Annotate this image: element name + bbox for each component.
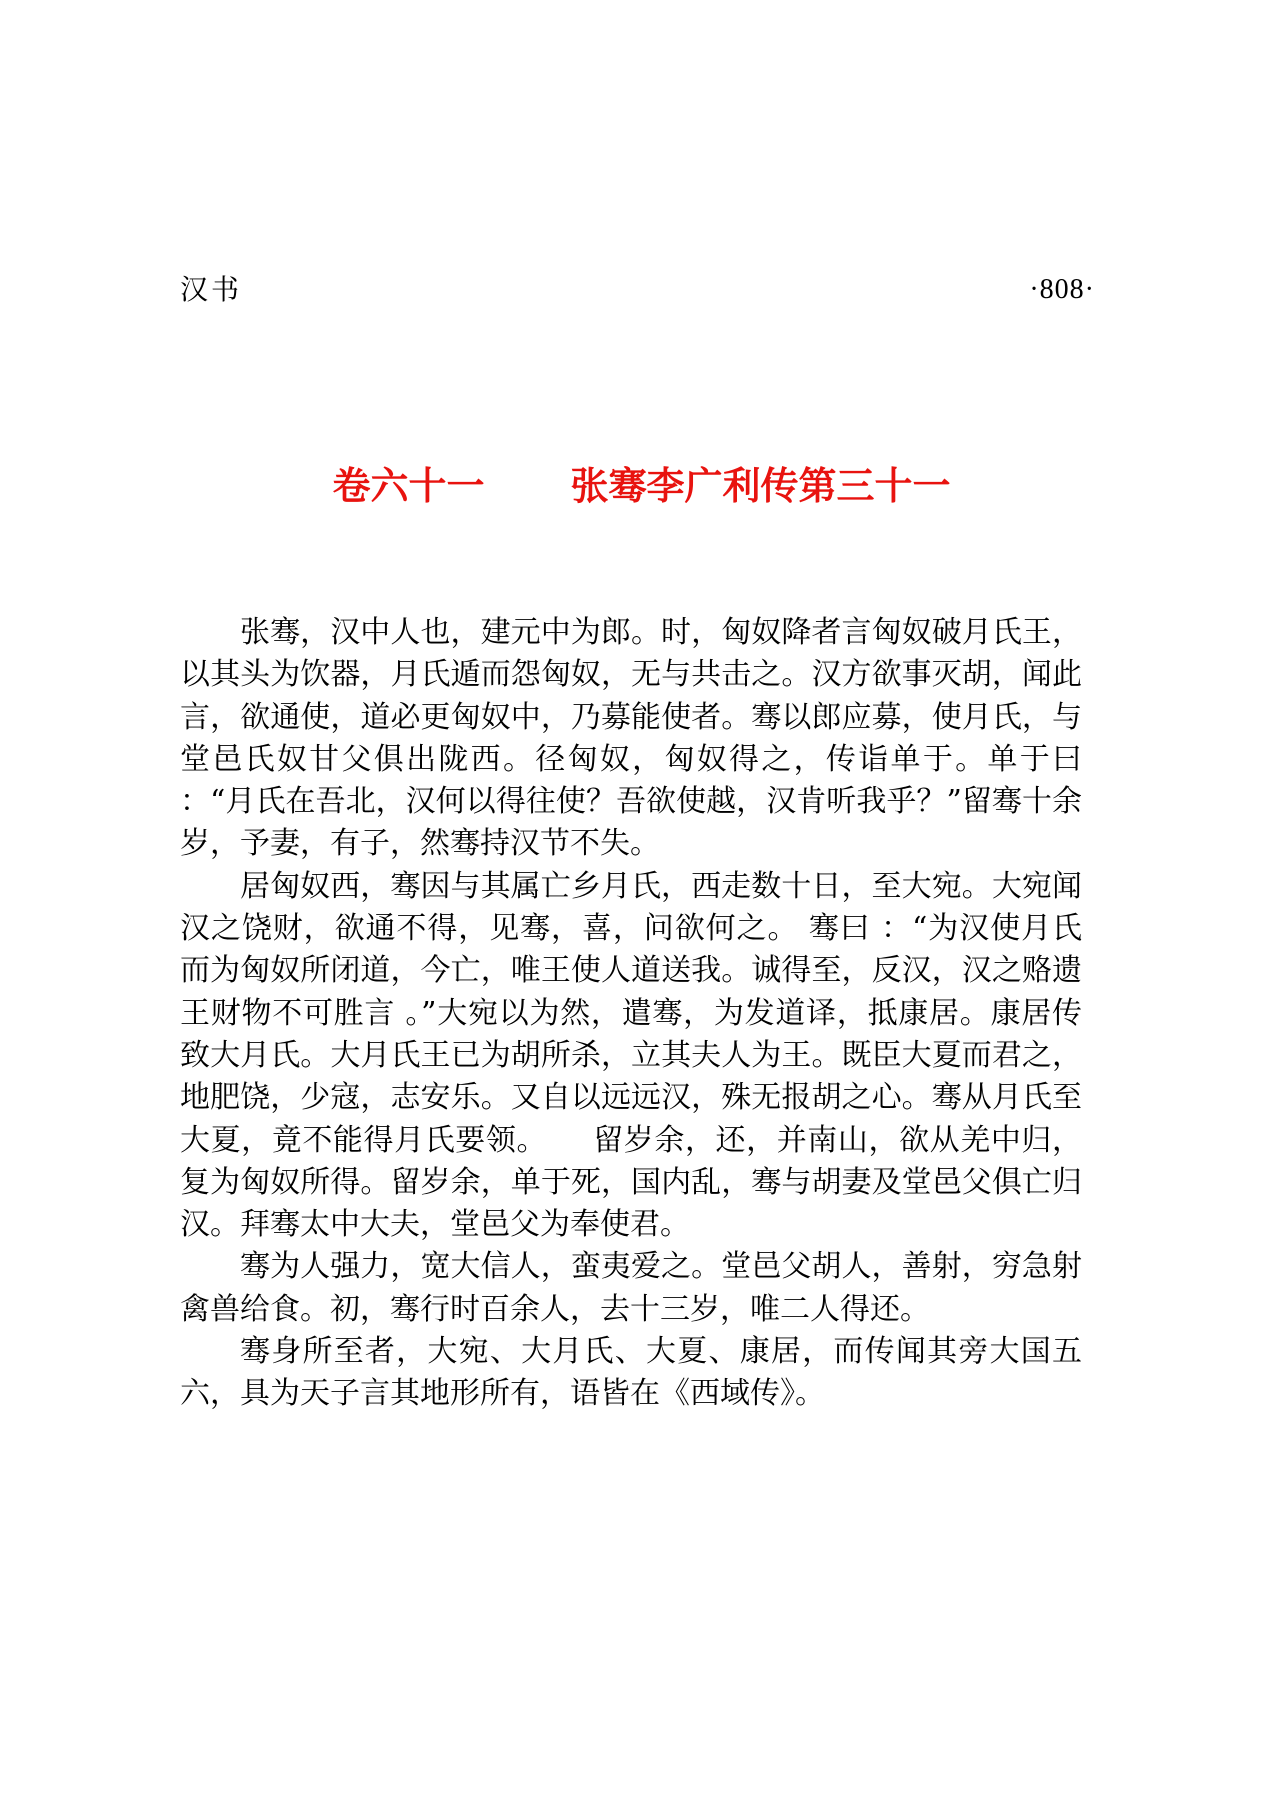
chapter-title: 张骞李广利传第三十一: [570, 464, 951, 508]
paragraph: 骞身所至者，大宛、大月氏、大夏、康居，而传闻其旁大国五六，具为天子言其地形所有，语皆在《西域传》。: [180, 1334, 1082, 1412]
chapter-volume: 卷六十一: [332, 464, 485, 508]
paragraph: 张骞，汉中人也，建元中为郎。时，匈奴降者言匈奴破月氏王，以其头为饮器，月氏遁而怨匈奴，无与共击之。汉方欲事灭胡，闻此言，欲通使，道必更匈奴中，乃募能使者。骞以郎应募，使月氏，与堂邑氏奴甘父俱出陇西。径匈奴，匈奴得之，传诣单于。单于曰 ：“月氏在吾北，汉何以得往使？吾欲使越，汉肯听我乎？”留骞十余岁，予妻，有子，然骞持汉节不失。: [180, 615, 1082, 862]
paragraph: 居匈奴西，骞因与其属亡乡月氏，西走数十日，至大宛。大宛闻汉之饶财，欲通不得，见骞，喜，问欲何之。 骞曰 ：“为汉使月氏而为匈奴所闭道，今亡，唯王使人道送我。诚得至，反汉，汉之赂遗王财物不可胜言 。”大宛以为然，遣骞，为发道译，抵康居。康居传致大月氏。大月氏王已为胡所杀，立其夫人为王。既臣大夏而君之，地肥饶，少寇，志安乐。又自以远远汉，殊无报胡之心。骞从月氏至大夏，竟不能得月氏要领。 留岁余，还，并南山，欲从羌中归，复为匈奴所得。留岁余，单于死，国内乱，骞与胡妻及堂邑父俱亡归汉。拜骞太中大夫，堂邑父为奉使君。: [180, 868, 1082, 1243]
body-text: [180, 612, 1082, 1416]
paragraph: 骞为人强力，宽大信人，蛮夷爱之。堂邑父胡人，善射，穷急射禽兽给食。初，骞行时百余人，去十三岁，唯二人得还。: [180, 1249, 1082, 1327]
page-header: [180, 268, 1095, 312]
page-number: ·808·: [1029, 274, 1095, 305]
chapter-heading: [0, 456, 1283, 516]
book-title: 汉书: [180, 273, 243, 306]
